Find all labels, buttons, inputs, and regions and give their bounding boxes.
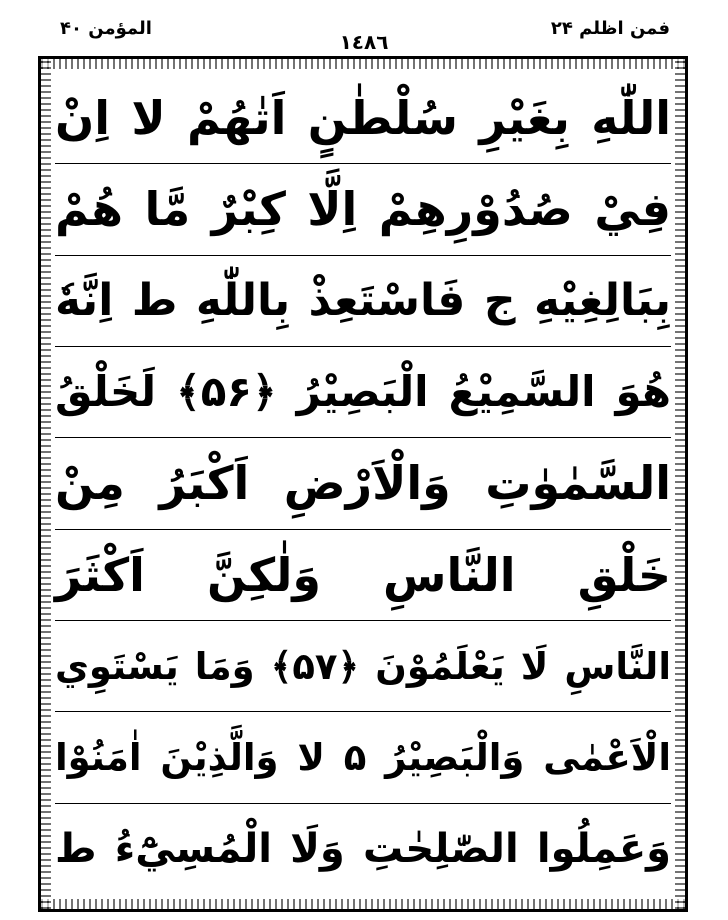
ornamental-border-left (41, 59, 51, 909)
verse-text: خَلْقِ النَّاسِ وَلٰكِنَّ اَكْثَرَ (55, 547, 671, 602)
verse-text: اللّٰهِ بِغَيْرِ سُلْطٰنٍ اَتٰهُمْ لا اِنْ (55, 91, 671, 146)
verse-text: السَّمٰوٰتِ وَالْاَرْضِ اَكْبَرُ مِنْ (55, 456, 671, 511)
verse-line (55, 712, 671, 803)
verse-line (55, 164, 671, 255)
surah-name-header: المؤمن ۴۰ (60, 18, 152, 39)
ornamental-border-right (675, 59, 685, 909)
verse-line (55, 347, 671, 438)
verse-line (55, 438, 671, 529)
verse-text: فِيْ صُدُوْرِهِمْ اِلَّا كِبْرٌ مَّا هُمْ (55, 182, 671, 237)
verse-lines (55, 73, 671, 895)
verse-text: هُوَ السَّمِيْعُ الْبَصِيْرُ ﴿۵۶﴾ لَخَلْقُ (55, 367, 671, 417)
page-number: ١٤٨٦ (339, 30, 389, 54)
verse-line (55, 804, 671, 895)
juz-name-header: فمن اظلم ۲۴ (550, 18, 670, 39)
verse-line (55, 621, 671, 712)
verse-text: الْاَعْمٰى وَالْبَصِيْرُ ۵ لا وَالَّذِيْنَ اٰمَنُوْا (55, 735, 671, 779)
verse-line (55, 530, 671, 621)
verse-text: بِبَالِغِيْهِ ج فَاسْتَعِذْ بِاللّٰهِ ط اِنَّهٗ (55, 274, 671, 326)
verse-text: النَّاسِ لَا يَعْلَمُوْنَ ﴿۵۷﴾ وَمَا يَسْتَوِي (55, 644, 671, 688)
verse-line (55, 256, 671, 347)
page-header (0, 0, 728, 58)
ornamental-border-bottom (41, 899, 685, 909)
ornamental-border-top (41, 59, 685, 69)
verse-text: وَعَمِلُوا الصّٰلِحٰتِ وَلَا الْمُسِيْٓءُ ط (55, 826, 671, 873)
verse-line (55, 73, 671, 164)
page-frame (38, 56, 688, 912)
